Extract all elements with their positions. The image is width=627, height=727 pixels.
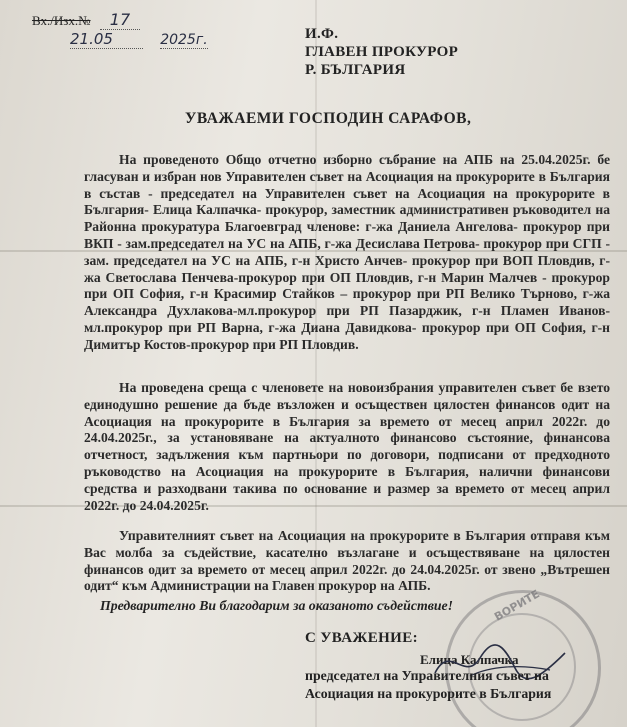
thanks-line: Предварително Ви благодарим за оказаното съдействие! — [100, 598, 454, 613]
signatory-title-line-2: Асоциация на прокурорите в България — [305, 686, 552, 701]
body-paragraph-3: Управителният съвет на Асоциация на прокурорите в България отправя към Вас молба за съдействие, касателно възлагане и осъществяване на цялостен финансов одит за времето от месец април 2022г. до 24.04.2025г. от звено „Вътрешен одит“ към Администрации на Главен прокурор на АПБ. — [84, 528, 610, 594]
registration-line — [32, 10, 140, 29]
body-paragraph-2: На проведена среща с членовете на новоизбрания управителен съвет бе взето единодушно решение да бъде възложен и осъществен цялостен финансов одит на Асоциация на прокурорите в България за времето от месец април 2022г. до 24.04.2025г., за установяване на актуалното финансово състояние, финансова отчетност, задължения към партньори по договори, подписани от предходното ръководство на Асоциация на прокурорите в България, налични финансови средства и разходвани такива по основание и размер за времето от месец април 2022г. до 24.04.2025г. — [84, 380, 610, 513]
registration-prefix: Вх./Изх.№ — [32, 13, 91, 28]
stamp-text-fragment: ВОРИТЕ — [492, 587, 542, 624]
registration-date-day: 21.05 — [70, 30, 143, 49]
closing: С УВАЖЕНИЕ: — [305, 630, 419, 646]
signatory-name: Елица Калпачка — [420, 652, 519, 667]
registration-number: 17 — [100, 10, 140, 30]
addressee-line-2: ГЛАВЕН ПРОКУРОР — [305, 44, 459, 60]
addressee-line-1: И.Ф. — [305, 26, 339, 42]
greeting: УВАЖАЕМИ ГОСПОДИН САРАФОВ, — [185, 110, 472, 127]
body-paragraph-1: На проведеното Общо отчетно изборно събрание на АПБ на 25.04.2025г. бе гласуван и избран нов Управителен съвет на Асоциация на прокурорите в България в състав - председател на Управителен съвет на Асоциация на прокурорите в България- Елица Калпачка- прокурор, заместник административен ръководител на Районна прокуратура Благоевград членове: г-жа Даниела Ангелова- прокурор при ВКП - зам.председател на УС на АПБ, г-жа Десислава Петрова- прокурор при СГП - зам. председател на УС на АПБ, г-н Христо Анчев- прокурор при ВОП Пловдив, г-жа Светослава Пенчева-прокурор при ОП Пловдив, г-н Марин Малчев - прокурор при ОП София, г-н Красимир Стайков – прокурор при РП Велико Търново, г-жа Александра Духлакова-мл.прокурор при РП Пазарджик, г-н Пламен Иванов- мл.прокурор при РП Варна, г-жа Диана Давидкова- прокурор при ОП София, г-н Димитър Костов-прокурор при РП Пловдив. — [84, 152, 610, 352]
signatory-title-line-1: председател на Управителния съвет на — [305, 668, 549, 683]
addressee-line-3: Р. БЪЛГАРИЯ — [305, 62, 406, 78]
registration-date-year: 2025г. — [160, 32, 208, 48]
registration-date — [70, 30, 208, 48]
